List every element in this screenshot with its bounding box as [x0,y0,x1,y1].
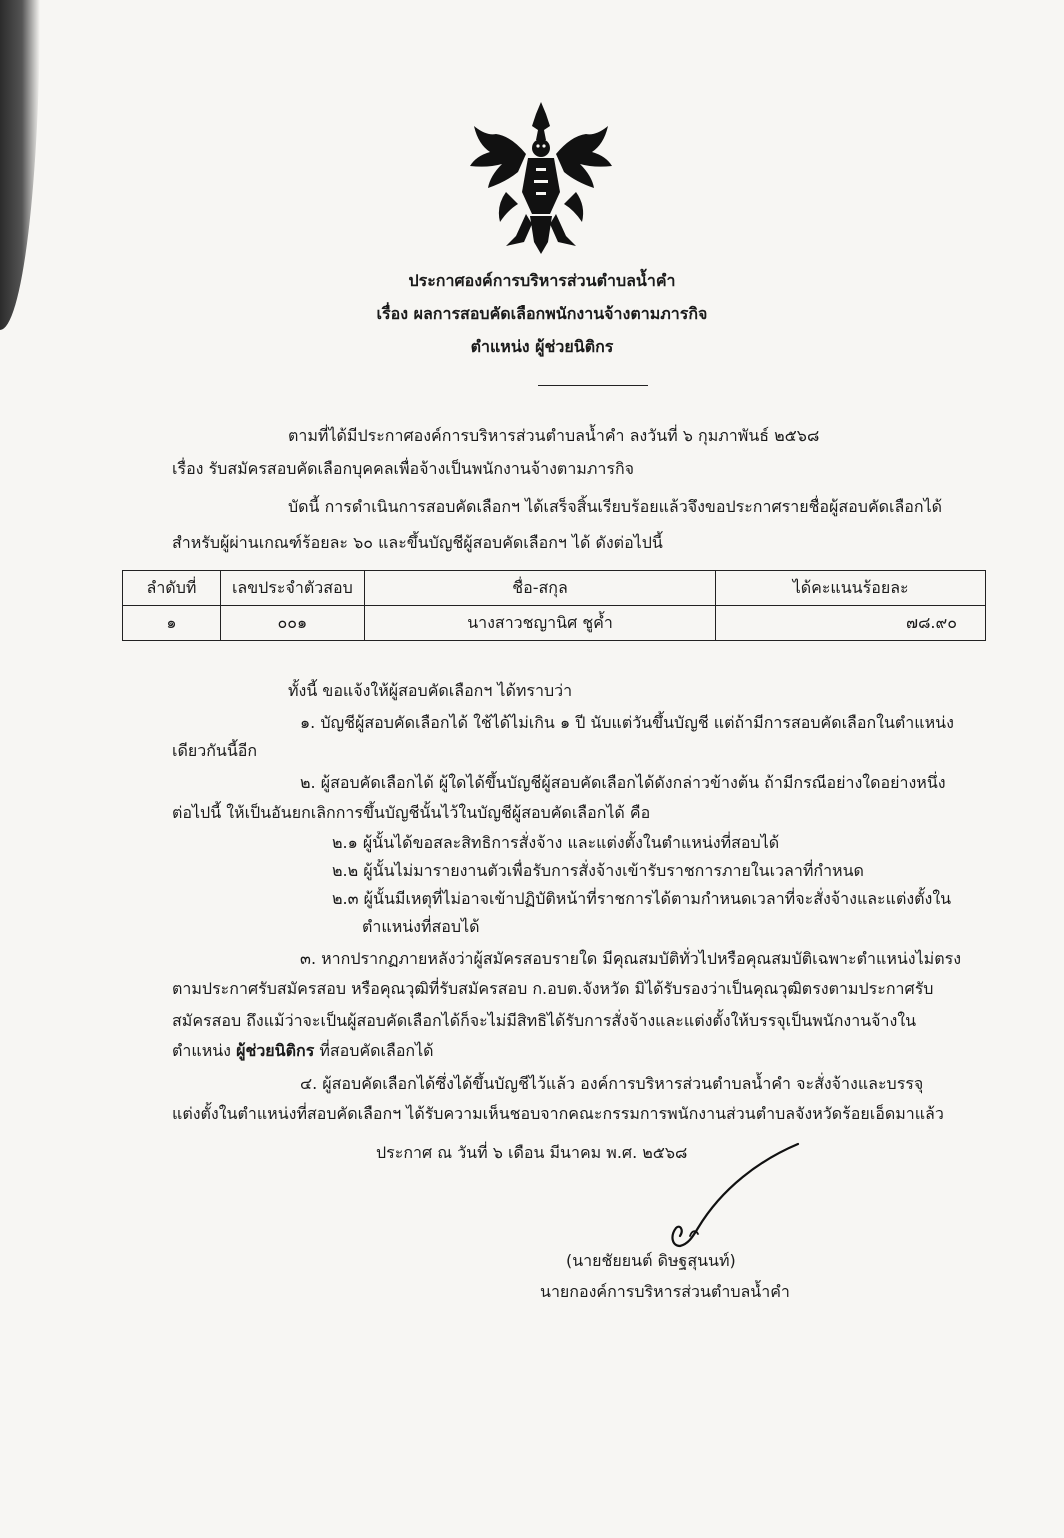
notice-item-2-line-2: ต่อไปนี้ ให้เป็นอันยกเลิกการขึ้นบัญชีนั้นไว้ในบัญชีผู้สอบคัดเลือกได้ คือ [172,803,651,822]
notice-item-3-suffix: ที่สอบคัดเลือกได้ [314,1041,434,1060]
cell-exam-id: ๐๐๑ [220,606,364,641]
column-header: เลขประจำตัวสอบ [220,571,364,606]
notice-item-4-line-1: ๔. ผู้สอบคัดเลือกได้ซึ่งได้ขึ้นบัญชีไว้แล้ว องค์การบริหารส่วนตำบลน้ำคำ จะสั่งจ้างและบรรจุ [300,1074,924,1093]
notice-item-3-line-2: ตามประกาศรับสมัครสอบ หรือคุณวุฒิที่รับสมัครสอบ ก.อบต.จังหวัด มิได้รับรองว่าเป็นคุณวุฒิตรงตามประกาศรับ [172,979,934,998]
notice-item-2-1: ๒.๑ ผู้นั้นได้ขอสละสิทธิการสั่งจ้าง และแต่งตั้งในตำแหน่งที่สอบได้ [332,833,780,852]
notice-item-1-line-1: ๑. บัญชีผู้สอบคัดเลือกได้ ใช้ได้ไม่เกิน ๑ ปี นับแต่วันขึ้นบัญชี แต่ถ้ามีการสอบคัดเลือกในตำแหน่ง [300,713,954,732]
garuda-emblem-icon [466,96,616,258]
notice-item-2-3-line-1: ๒.๓ ผู้นั้นมีเหตุที่ไม่อาจเข้าปฏิบัติหน้าที่ราชการได้ตามกำหนดเวลาที่จะสั่งจ้างและแต่งตั้งใน [332,889,952,908]
header-subject: เรื่อง ผลการสอบคัดเลือกพนักงานจ้างตามภารกิจ [376,304,708,323]
notice-item-1-line-2: เดียวกันนี้อีก [172,741,258,760]
signer-name: (นายชัยยนต์ ดิษฐสุนนท์) [566,1251,736,1270]
header-position: ตำแหน่ง ผู้ช่วยนิติกร [470,337,614,356]
intro-result-line-2: สำหรับผู้ผ่านเกณฑ์ร้อยละ ๖๐ และขึ้นบัญชีผู้สอบคัดเลือกฯ ได้ ดังต่อไปนี้ [172,533,663,552]
cell-full-name: นางสาวชญานิศ ชูค้ำ [364,606,716,641]
intro-reference-line-2: เรื่อง รับสมัครสอบคัดเลือกบุคคลเพื่อจ้างเป็นพนักงานจ้างตามภารกิจ [172,459,635,478]
notice-item-2-3-line-2: ตำแหน่งที่สอบได้ [362,917,480,936]
announcement-date: ประกาศ ณ วันที่ ๖ เดือน มีนาคม พ.ศ. ๒๕๖๘ [376,1143,688,1162]
column-header: ชื่อ-สกุล [364,571,716,606]
header-line-1: ประกาศองค์การบริหารส่วนตำบลน้ำคำ [408,271,676,290]
results-table [122,570,986,641]
column-header: ลำดับที่ [123,571,221,606]
notice-item-3-line-4 [172,1040,434,1062]
column-header: ได้คะแนนร้อยละ [716,571,986,606]
table-header-row [123,571,986,606]
header-divider [538,385,648,386]
position-name-emphasis: ผู้ช่วยนิติกร [236,1041,315,1060]
table-row [123,606,986,641]
intro-reference-line-1: ตามที่ได้มีประกาศองค์การบริหารส่วนตำบลน้ำคำ ลงวันที่ ๖ กุมภาพันธ์ ๒๕๖๘ [288,426,820,445]
notice-intro: ทั้งนี้ ขอแจ้งให้ผู้สอบคัดเลือกฯ ได้ทราบว่า [288,681,573,700]
cell-order: ๑ [123,606,221,641]
intro-result-line-1: บัดนี้ การดำเนินการสอบคัดเลือกฯ ได้เสร็จสิ้นเรียบร้อยแล้วจึงขอประกาศรายชื่อผู้สอบคัดเลือกได้ [288,497,943,516]
cell-score: ๗๘.๙๐ [716,606,986,641]
notice-item-3-prefix: ตำแหน่ง [172,1041,237,1060]
scan-shadow [0,0,40,330]
notice-item-2-line-1: ๒. ผู้สอบคัดเลือกได้ ผู้ใดได้ขึ้นบัญชีผู้สอบคัดเลือกได้ดังกล่าวข้างต้น ถ้ามีกรณีอย่างใดอย่างหนึ่ง [300,773,946,792]
notice-item-4-line-2: แต่งตั้งในตำแหน่งที่สอบคัดเลือกฯ ได้รับความเห็นชอบจากคณะกรรมการพนักงานส่วนตำบลจังหวัดร้อยเอ็ดมาแล้ว [172,1104,944,1123]
notice-item-3-line-3: สมัครสอบ ถึงแม้ว่าจะเป็นผู้สอบคัดเลือกได้ก็จะไม่มีสิทธิได้รับการสั่งจ้างและแต่งตั้งให้บรรจุเป็นพนักงานจ้างใน [172,1011,917,1030]
signer-title: นายกองค์การบริหารส่วนตำบลน้ำคำ [540,1282,790,1301]
handwritten-signature [640,1140,800,1250]
notice-item-2-2: ๒.๒ ผู้นั้นไม่มารายงานตัวเพื่อรับการสั่งจ้างเข้ารับราชการภายในเวลาที่กำหนด [332,861,864,880]
notice-item-3-line-1: ๓. หากปรากฏภายหลังว่าผู้สมัครสอบรายใด มีคุณสมบัติทั่วไปหรือคุณสมบัติเฉพาะตำแหน่งไม่ตรง [300,949,961,968]
